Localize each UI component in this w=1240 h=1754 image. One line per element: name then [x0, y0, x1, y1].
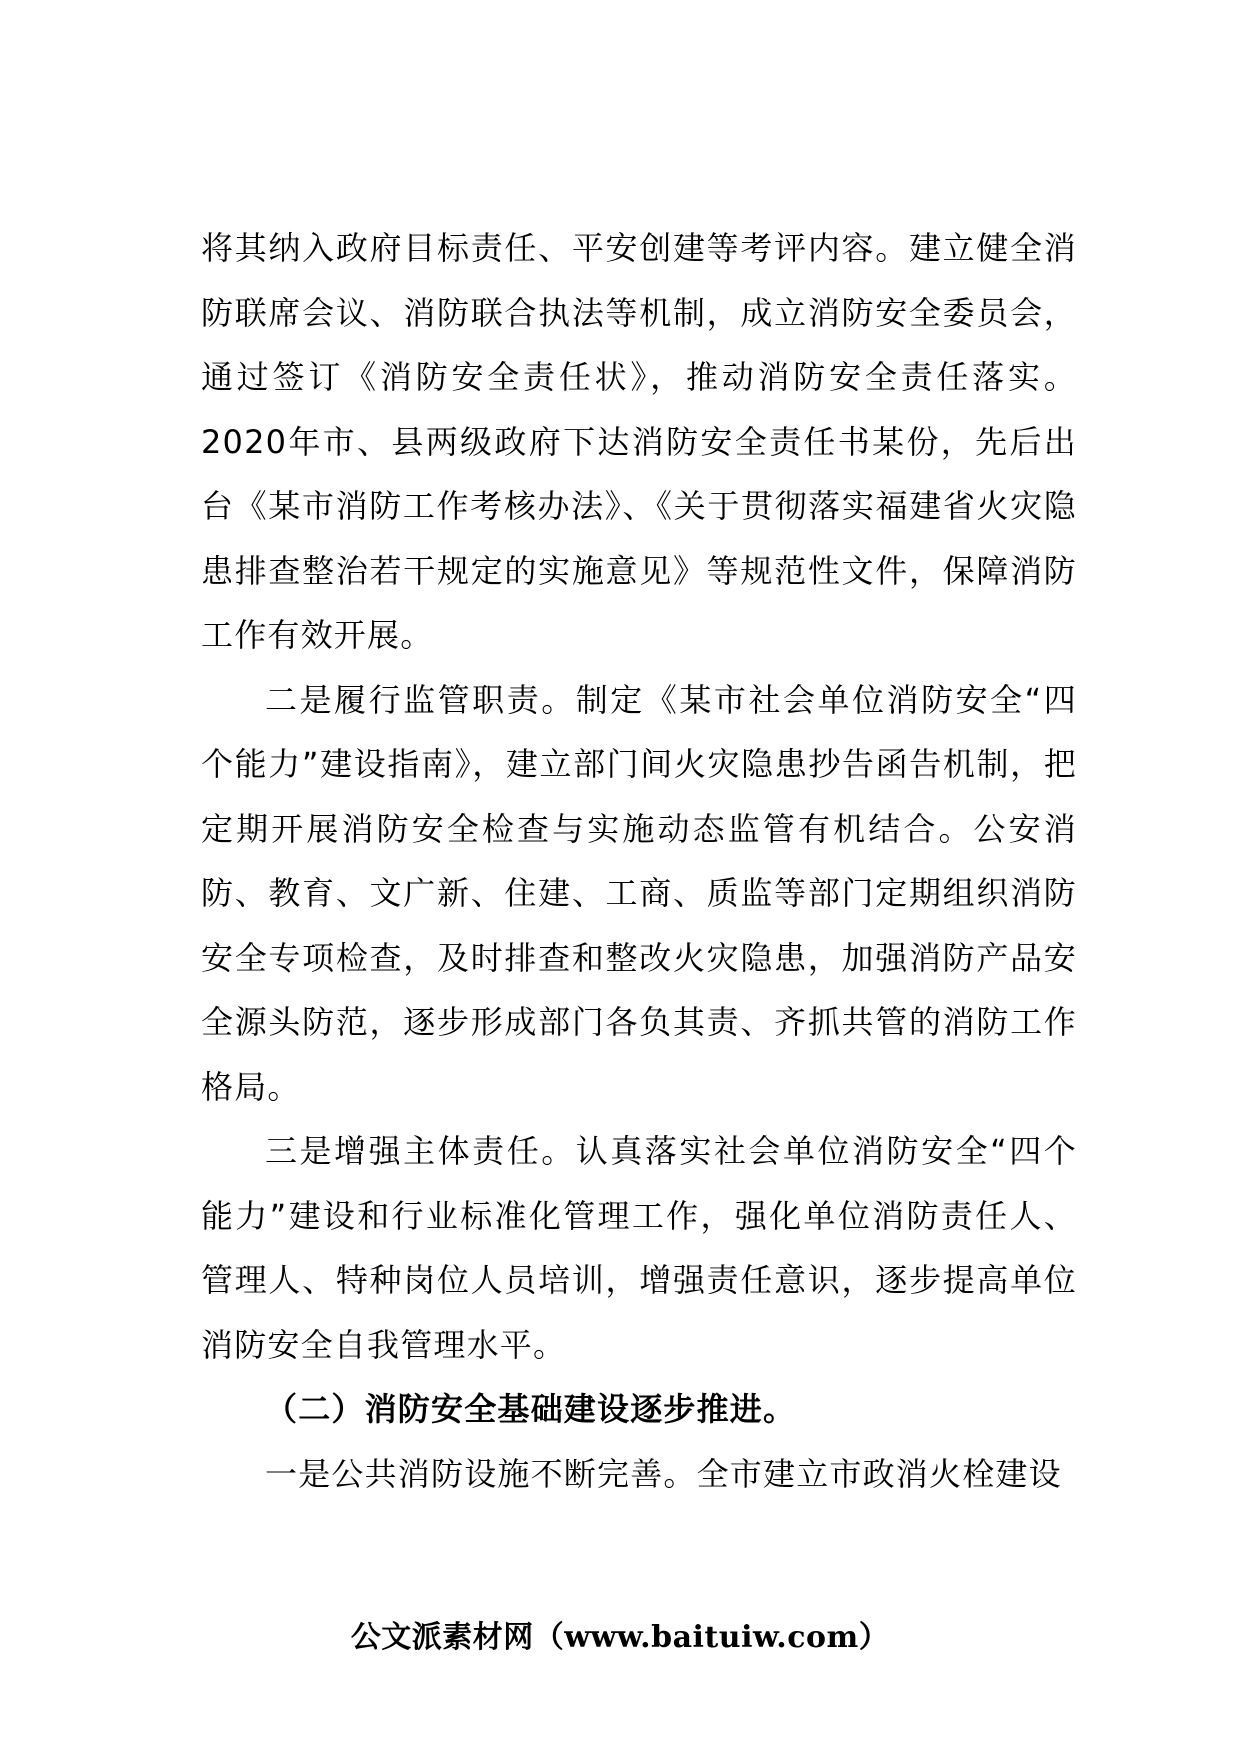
paragraph-public-facilities: 一是公共消防设施不断完善。全市建立市政消火栓建设	[265, 1454, 1062, 1493]
paragraph-supervision-duty: 二是履行监管职责。制定《某市社会单位消防安全“四个能力”建设指南》，建立部门间火灾隐患抄告函告机制，把定期开展消防安全检查与实施动态监管有机结合。公安消防、教育、文广新、住建、工商、质监等部门定期组织消防安全专项检查，及时排查和整改火灾隐患，加强消防产品安全源头防范，逐步形成部门各负其责、齐抓共管的消防工作格局。	[201, 680, 1077, 1106]
document-body	[201, 216, 1077, 1506]
section-heading: （二）消防安全基础建设逐步推进。	[265, 1390, 797, 1428]
footer-watermark: 公文派素材网（www.baituiw.com）	[350, 1620, 890, 1655]
paragraph-subject-responsibility: 三是增强主体责任。认真落实社会单位消防安全“四个能力”建设和行业标准化管理工作，强化单位消防责任人、管理人、特种岗位人员培训，增强责任意识，逐步提高单位消防安全自我管理水平。	[201, 1132, 1077, 1364]
paragraph-continuation: 将其纳入政府目标责任、平安创建等考评内容。建立健全消防联席会议、消防联合执法等机制，成立消防安全委员会，通过签订《消防安全责任状》，推动消防安全责任落实。2020年市、县两级政府下达消防安全责任书某份，先后出台《某市消防工作考核办法》、《关于贯彻落实福建省火灾隐患排查整治若干规定的实施意见》等规范性文件，保障消防工作有效开展。	[201, 229, 1077, 654]
